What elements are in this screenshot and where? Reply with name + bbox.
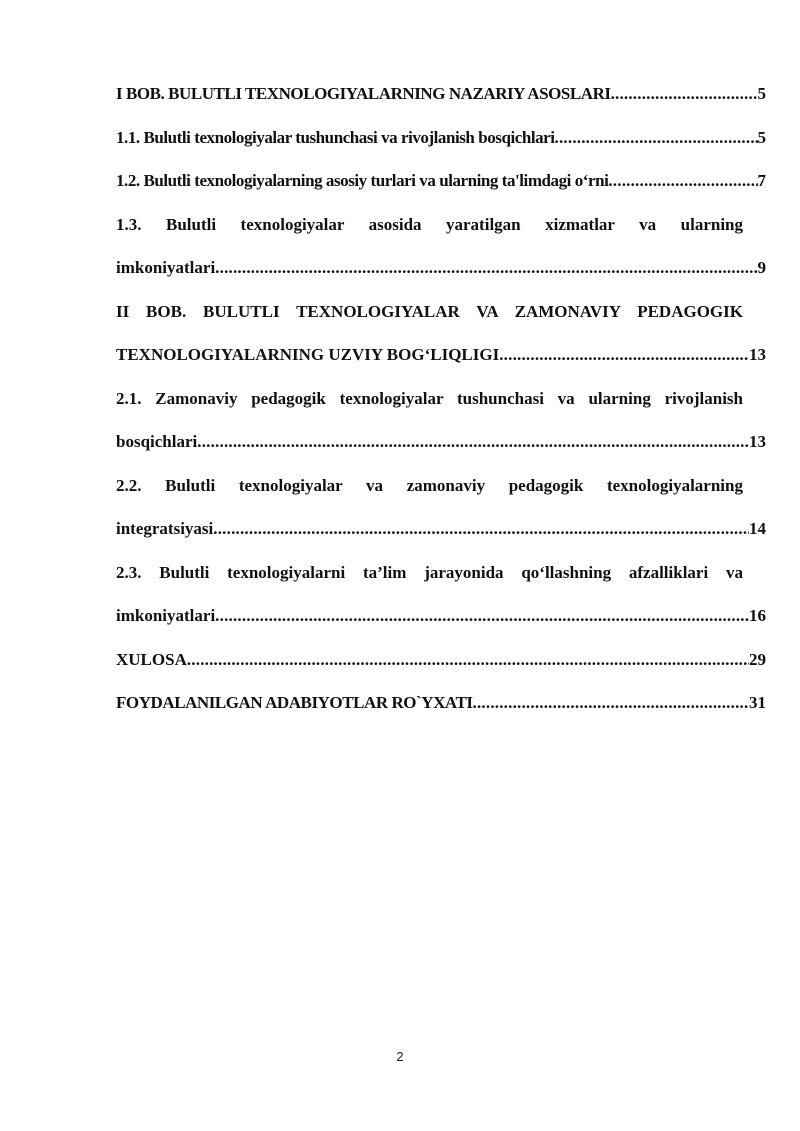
toc-entry-chapter-1[interactable]	[116, 72, 766, 116]
toc-entry-title-line-2: imkoniyatlari	[116, 606, 216, 625]
toc-entry-1-3[interactable]	[116, 203, 766, 290]
toc-page-number: 13	[749, 432, 766, 451]
toc-entry-conclusion[interactable]	[116, 638, 766, 682]
toc-entry-title-line-1: II BOB. BULUTLI TEXNOLOGIYALAR VA ZAMONAVIY PEDAGOGIK	[116, 301, 743, 321]
toc-entry-title: XULOSA	[116, 649, 187, 669]
toc-page-number: 5	[757, 84, 766, 103]
toc-entry-2-3[interactable]	[116, 551, 766, 638]
toc-leader-dots	[611, 72, 758, 116]
toc-leader-dots	[608, 159, 757, 203]
toc-leader-dots	[473, 681, 749, 725]
toc-page-number: 13	[749, 345, 766, 364]
toc-entry-title-line-2: bosqichlari	[116, 432, 198, 451]
toc-entry-title-line-2: TEXNOLOGIYALARNING UZVIY BOG‘LIQLIGI	[116, 345, 500, 364]
toc-entry-references[interactable]	[116, 681, 766, 725]
toc-leader-dots	[499, 333, 749, 377]
toc-entry-title-line-1: 2.3. Bulutli texnologiyalarni ta’lim jarayonida qo‘llashning afzalliklari va	[116, 562, 743, 582]
toc-entry-title: FOYDALANILGAN ADABIYOTLAR RO`YXATI	[116, 693, 473, 712]
toc-leader-dots	[213, 507, 749, 551]
toc-leader-dots	[215, 246, 757, 290]
toc-entry-1-2[interactable]	[116, 159, 766, 203]
toc-leader-dots	[215, 594, 749, 638]
toc-entry-title: 1.2. Bulutli texnologiyalarning asosiy turlari va ularning ta'limdagi o‘rni	[116, 171, 609, 190]
toc-entry-title-line-2: imkoniyatlari	[116, 258, 216, 277]
toc-entry-title: I BOB. BULUTLI TEXNOLOGIYALARNING NAZARIY ASOSLARI	[116, 84, 611, 103]
page-number-footer: 2	[396, 1049, 404, 1064]
toc-entry-title-line-1: 2.2. Bulutli texnologiyalar va zamonaviy pedagogik texnologiyalarning	[116, 475, 743, 495]
toc-entry-title-line-1: 1.3. Bulutli texnologiyalar asosida yaratilgan xizmatlar va ularning	[116, 214, 743, 234]
toc-entry-title: 1.1. Bulutli texnologiyalar tushunchasi va rivojlanish bosqichlari	[116, 127, 555, 147]
toc-leader-dots	[555, 116, 758, 160]
toc-entry-1-1[interactable]	[116, 116, 766, 160]
toc-entry-2-2[interactable]	[116, 464, 766, 551]
toc-page-number: 5	[757, 127, 766, 147]
toc-leader-dots	[187, 638, 749, 682]
toc-entry-title-line-2: integratsiyasi	[116, 519, 214, 538]
toc-page-number: 14	[749, 519, 766, 538]
toc-leader-dots	[197, 420, 749, 464]
toc-entry-chapter-2[interactable]	[116, 290, 766, 377]
toc-page-number: 29	[749, 649, 766, 669]
toc-page-number: 7	[757, 171, 766, 190]
toc-page-number: 16	[749, 606, 766, 625]
toc-page-number: 31	[749, 693, 766, 712]
toc-entry-2-1[interactable]	[116, 377, 766, 464]
toc-page-number: 9	[757, 258, 766, 277]
toc-entry-title-line-1: 2.1. Zamonaviy pedagogik texnologiyalar tushunchasi va ularning rivojlanish	[116, 388, 743, 408]
table-of-contents	[116, 72, 766, 725]
